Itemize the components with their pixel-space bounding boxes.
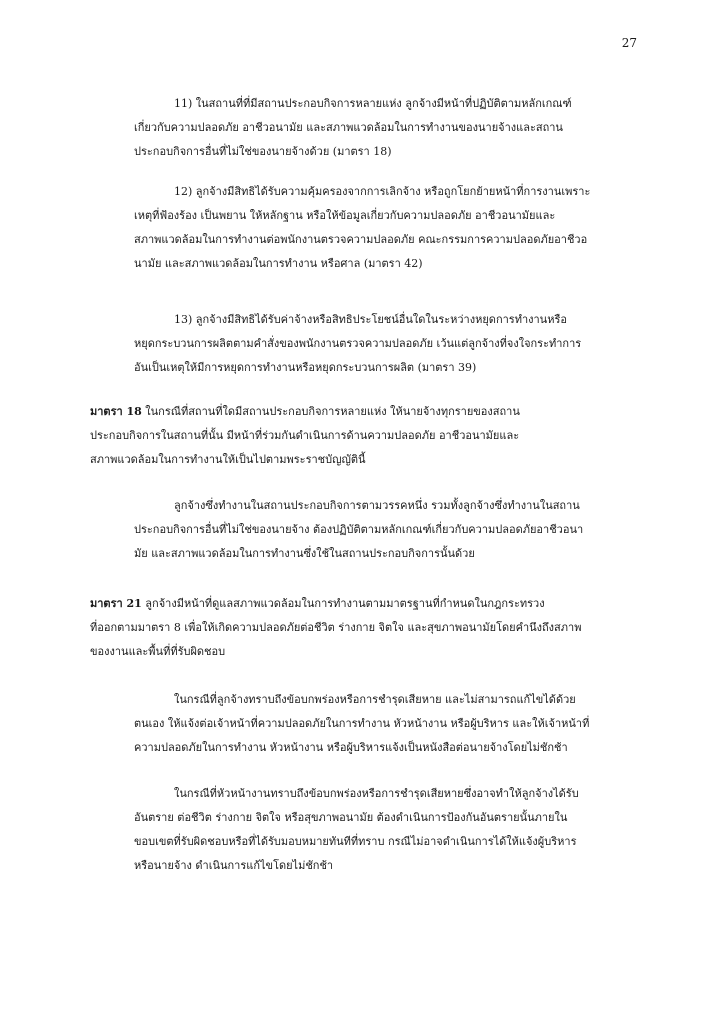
paragraph-line: ประกอบกิจการในสถานที่นั้น มีหน้าที่ร่วมกันดำเนินการด้านความปลอดภัย อาชีวอนามัยและ: [90, 429, 520, 442]
paragraph-line: ประกอบกิจการอื่นที่ไม่ใช่ของนายจ้างด้วย (มาตรา 18): [134, 145, 392, 158]
section-18-subparagraph: [134, 494, 694, 566]
paragraph-line: 12) ลูกจ้างมีสิทธิได้รับความคุ้มครองจากการเลิกจ้าง หรือถูกโยกย้ายหน้าที่การงานเพราะ: [174, 185, 591, 198]
paragraph-line: ประกอบกิจการอื่นที่ไม่ใช่ของนายจ้าง ต้องปฏิบัติตามหลักเกณฑ์เกี่ยวกับความปลอดภัยอาชีวอนา: [134, 523, 584, 536]
paragraph-item-12: [134, 180, 694, 276]
paragraph-line: ที่ออกตามมาตรา 8 เพื่อให้เกิดความปลอดภัยต่อชีวิต ร่างกาย จิตใจ และสุขภาพอนามัยโดยคำนึงถึงสภาพ: [90, 621, 582, 634]
paragraph-line: [90, 400, 650, 424]
paragraph-line: มัย และสภาพแวดล้อมในการทำงานซึ่งใช้ในสถานประกอบกิจการนั้นด้วย: [134, 547, 475, 560]
section-21-subparagraph-1: [134, 688, 694, 760]
paragraph-item-11: [134, 92, 694, 164]
paragraph-line: อันตราย ต่อชีวิต ร่างกาย จิตใจ หรือสุขภาพอนามัย ต้องดำเนินการป้องกันอันตรายนั้นภายใน: [134, 811, 568, 824]
paragraph-line: 11) ในสถานที่ที่มีสถานประกอบกิจการหลายแห่ง ลูกจ้างมีหน้าที่ปฏิบัติตามหลักเกณฑ์: [174, 97, 572, 110]
paragraph-item-13: [134, 308, 694, 380]
paragraph-line: ของงานและพื้นที่ที่รับผิดชอบ: [90, 645, 226, 658]
paragraph-line: ตนเอง ให้แจ้งต่อเจ้าหน้าที่ความปลอดภัยในการทำงาน หัวหน้างาน หรือผู้บริหาร และให้เจ้าหน้าที่: [134, 717, 590, 730]
section-18-paragraph: [90, 400, 650, 472]
paragraph-line: หรือนายจ้าง ดำเนินการแก้ไขโดยไม่ชักช้า: [134, 859, 334, 872]
paragraph-text: ในกรณีที่สถานที่ใดมีสถานประกอบกิจการหลายแห่ง ให้นายจ้างทุกรายของสถาน: [141, 405, 520, 418]
paragraph-line: ลูกจ้างซึ่งทำงานในสถานประกอบกิจการตามวรรคหนึ่ง รวมทั้งลูกจ้างซึ่งทำงานในสถาน: [174, 499, 580, 512]
section-21-subparagraph-2: [134, 782, 694, 878]
paragraph-text: ลูกจ้างมีหน้าที่ดูแลสภาพแวดล้อมในการทำงานตามมาตรฐานที่กำหนดในกฎกระทรวง: [141, 597, 545, 610]
paragraph-line: เกี่ยวกับความปลอดภัย อาชีวอนามัย และสภาพแวดล้อมในการทำงานของนายจ้างและสถาน: [134, 121, 563, 134]
page-number: 27: [621, 36, 637, 50]
paragraph-line: ความปลอดภัยในการทำงาน หัวหน้างาน หรือผู้บริหารแจ้งเป็นหนังสือต่อนายจ้างโดยไม่ชักช้า: [134, 741, 568, 754]
paragraph-line: ในกรณีที่หัวหน้างานทราบถึงข้อบกพร่องหรือการชำรุดเสียหายซึ่งอาจทำให้ลูกจ้างได้รับ: [174, 787, 579, 800]
paragraph-line: 13) ลูกจ้างมีสิทธิได้รับค่าจ้างหรือสิทธิประโยชน์อื่นใดในระหว่างหยุดการทำงานหรือ: [174, 313, 567, 326]
paragraph-line: ในกรณีที่ลูกจ้างทราบถึงข้อบกพร่องหรือการชำรุดเสียหาย และไม่สามารถแก้ไขได้ด้วย: [174, 693, 576, 706]
paragraph-line: นามัย และสภาพแวดล้อมในการทำงาน หรือศาล (มาตรา 42): [134, 257, 423, 270]
section-21-paragraph: [90, 592, 650, 664]
section-heading: มาตรา 21: [90, 597, 142, 610]
section-heading: มาตรา 18: [90, 405, 142, 418]
paragraph-line: สภาพแวดล้อมในการทำงานให้เป็นไปตามพระราชบัญญัตินี้: [90, 453, 366, 466]
paragraph-line: [90, 592, 650, 616]
paragraph-line: เหตุที่ฟ้องร้อง เป็นพยาน ให้หลักฐาน หรือให้ข้อมูลเกี่ยวกับความปลอดภัย อาชีวอนามัยและ: [134, 209, 556, 222]
paragraph-line: อันเป็นเหตุให้มีการหยุดการทำงานหรือหยุดกระบวนการผลิต (มาตรา 39): [134, 361, 477, 374]
paragraph-line: สภาพแวดล้อมในการทำงานต่อพนักงานตรวจความปลอดภัย คณะกรรมการความปลอดภัยอาชีวอ: [134, 233, 588, 246]
paragraph-line: หยุดกระบวนการผลิตตามคำสั่งของพนักงานตรวจความปลอดภัย เว้นแต่ลูกจ้างที่จงใจกระทำการ: [134, 337, 582, 350]
paragraph-line: ขอบเขตที่รับผิดชอบหรือที่ได้รับมอบหมายทันทีที่ทราบ กรณีไม่อาจดำเนินการได้ให้แจ้งผู้บริหาร: [134, 835, 577, 848]
